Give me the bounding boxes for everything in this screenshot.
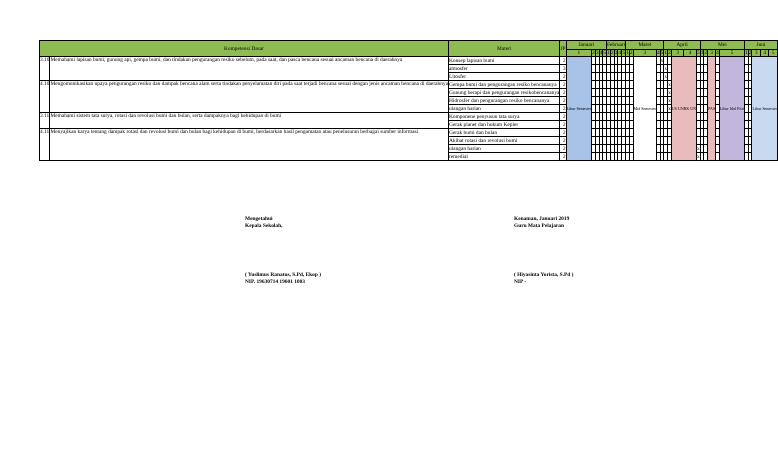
header-month: Mei (700, 41, 744, 50)
jp-cell: 2 (560, 137, 566, 145)
header-kd: Kompetensi Dasar (40, 41, 449, 57)
week-number: 4 (618, 50, 622, 56)
jp-cell: 2 (560, 97, 566, 105)
schedule-cell (748, 97, 752, 105)
materi-cell: Litosfer (448, 73, 559, 81)
materi-cell: Akibat rotasi dan revolusi bumi (448, 137, 559, 145)
schedule-cell (668, 129, 672, 137)
header-month: Juni (745, 41, 778, 50)
header-month: Januari (566, 41, 606, 50)
week-number: 4 (656, 50, 660, 56)
schedule-cell (629, 65, 633, 73)
materi-cell: Gerak bumi dan bulan (448, 129, 559, 137)
prota-table (39, 40, 778, 161)
sig-right-name: ( Hiyasinta Yorista, S.Pd ) (514, 272, 574, 278)
schedule-cell (629, 105, 633, 113)
schedule-cell (704, 137, 708, 145)
schedule-cell (704, 145, 708, 153)
week-number: 3 (708, 50, 716, 57)
header-jp: JP (560, 41, 566, 57)
schedule-cell (668, 65, 672, 73)
schedule-cell (629, 129, 633, 137)
schedule-cell (629, 121, 633, 129)
signature-left (245, 216, 321, 286)
schedule-cell (668, 73, 672, 81)
week-number: 5 (660, 50, 664, 56)
week-number: 3 (752, 50, 761, 57)
week-number: 3 (633, 50, 656, 57)
schedule-cell (704, 153, 708, 161)
schedule-cell (716, 153, 720, 161)
schedule-cell (716, 137, 720, 145)
schedule-cell (748, 145, 752, 153)
schedule-cell: x (668, 105, 671, 112)
week-number: 2 (610, 50, 614, 56)
week-number: 3 (595, 50, 599, 56)
sig-left-label: Mengetahui (245, 216, 273, 222)
table-row (40, 129, 778, 137)
header-month: Maret (626, 41, 664, 50)
vertical-label: Libur Idul Fitri (719, 57, 744, 161)
sig-left-role: Kepala Sekolah, (245, 223, 283, 229)
kd-description: Mengomunikasikan upaya pengurangan resiko dan dampak bencana alam serta tindakan penyelamatan diri pada saat terjadi bencana sesuai dengan jenis ancaman bencana di daerahnya (50, 81, 449, 113)
schedule-cell: x (668, 81, 671, 88)
schedule-cell (704, 121, 708, 129)
kd-code: 4.11 (40, 129, 50, 161)
sig-left-nip: NIP. 19630714 19601 1003 (245, 279, 305, 285)
materi-cell: Konsep lapisan bumi (448, 57, 559, 65)
schedule-cell (704, 65, 708, 73)
header-month: April (664, 41, 700, 50)
schedule-cell (748, 113, 752, 121)
kd-description: Menyajikan karya tentang dampak rotasi dan revolusi bumi dan bulan bagi kehidupan di bumi, berdasarkan hasil pengamatan atau penelusuran berbagai sumber informasi (50, 129, 449, 161)
schedule-cell (668, 121, 672, 129)
vertical-label: US UNBK UN (671, 57, 696, 161)
week-number: 4 (760, 50, 769, 57)
schedule-cell (716, 73, 720, 81)
jp-cell: 2 (560, 145, 566, 153)
week-number: 1 (700, 50, 704, 56)
kd-code: 3.10 (40, 57, 50, 81)
sig-right-nip: NIP - (514, 279, 527, 285)
materi-cell: ulangan harian (448, 145, 559, 153)
week-number: 4 (599, 50, 603, 56)
schedule-cell: x (668, 97, 671, 104)
schedule-cell (716, 89, 720, 97)
schedule-cell (629, 81, 633, 89)
schedule-cell (629, 89, 633, 97)
jp-cell: 2 (560, 73, 566, 81)
schedule-cell (748, 105, 752, 113)
materi-cell: ulangan harian (448, 105, 559, 113)
schedule-cell (748, 153, 752, 161)
table-row (40, 57, 778, 65)
kd-description: Memahami sistem tata surya, rotasi dan revolusi bumi dan bulan, serta dampaknya bagi kehidupan di bumi (50, 113, 449, 129)
schedule-cell (748, 81, 752, 89)
materi-cell: Gerak planet dan hukum Kepler (448, 121, 559, 129)
jp-cell: 2 (560, 81, 566, 89)
schedule-cell: x (660, 57, 664, 64)
materi-cell: Komponene penyusun tata surya (448, 113, 559, 121)
materi-cell: remedial (448, 153, 559, 161)
week-number: 5 (622, 50, 626, 56)
kd-description: Memahami lapisan bumi, gunung api, gempa bumi, dan tindakan pengurangan resiko sebelum, pada saat, dan pasca bencana sesuai ancaman bencana di daerahnya (50, 57, 449, 81)
schedule-cell (704, 97, 708, 105)
vertical-label: Libur Semester (566, 57, 592, 161)
schedule-cell: x (668, 89, 671, 96)
week-number: 2 (668, 50, 671, 56)
schedule-cell (748, 89, 752, 97)
materi-cell: Hidrosfer dan pengurangan resiko bencananya (448, 97, 559, 105)
schedule-cell (716, 97, 720, 105)
jp-cell: 2 (560, 89, 566, 97)
week-number: 2 (748, 50, 752, 56)
schedule-cell (748, 129, 752, 137)
jp-cell: 3 (560, 65, 566, 73)
schedule-cell (748, 137, 752, 145)
schedule-cell (629, 97, 633, 105)
schedule-cell: x (664, 73, 668, 80)
schedule-cell (716, 81, 720, 89)
week-number: 1 (566, 50, 592, 57)
kd-code: 4.10 (40, 81, 50, 113)
schedule-cell (748, 73, 752, 81)
week-number: 3 (614, 50, 618, 56)
week-number: 2 (592, 50, 595, 56)
schedule-cell (704, 129, 708, 137)
schedule-cell (748, 121, 752, 129)
kd-code: 3.11 (40, 113, 50, 129)
week-number: 1 (745, 50, 748, 56)
week-number: 5 (769, 50, 778, 57)
jp-cell: 2 (560, 129, 566, 137)
jp-cell: 2 (560, 105, 566, 113)
header-materi: Materi (448, 41, 559, 57)
schedule-cell (629, 137, 633, 145)
materi-cell: atmosfer (448, 65, 559, 73)
jp-cell: 2 (560, 57, 566, 65)
materi-cell: Gunung berapi dan pengurangan resikobencananya (448, 89, 560, 96)
week-number: 2 (629, 50, 633, 56)
schedule-cell: x (697, 145, 700, 152)
week-number: 4 (684, 50, 697, 57)
schedule-cell (704, 89, 708, 97)
jp-cell: 2 (560, 121, 566, 129)
schedule-cell (748, 65, 752, 73)
week-number: 5 (603, 50, 606, 56)
schedule-cell (716, 105, 720, 113)
sig-right-role: Guru Mata Pelajaran (514, 223, 565, 229)
schedule-cell (629, 73, 633, 81)
schedule-cell (716, 145, 720, 153)
schedule-cell (704, 113, 708, 121)
schedule-cell (704, 81, 708, 89)
schedule-cell (629, 153, 633, 161)
week-number: 1 (664, 50, 668, 56)
table-row (40, 81, 778, 89)
schedule-cell (704, 105, 708, 113)
week-number: 4 (716, 50, 719, 56)
week-number: 5 (719, 50, 744, 57)
jp-cell: 2 (560, 113, 566, 121)
schedule-cell: x (664, 65, 668, 72)
schedule-cell (629, 113, 633, 121)
week-number: 5 (697, 50, 700, 56)
week-number: 3 (671, 50, 684, 57)
schedule-cell (668, 113, 672, 121)
schedule-cell (668, 145, 672, 153)
schedule-cell (668, 137, 672, 145)
jp-cell: 2 (560, 153, 566, 161)
week-number: 1 (607, 50, 610, 56)
schedule-cell: x (697, 153, 700, 160)
vertical-label: PAS (708, 57, 716, 161)
sig-right-place-date: Kenaman, Januari 2019 (514, 216, 570, 222)
schedule-cell (716, 113, 720, 121)
materi-cell: Gempa bumi dan pengurangan resiko bencananya (448, 81, 559, 89)
week-number: 1 (626, 50, 629, 56)
schedule-cell (716, 121, 720, 129)
signature-right (514, 216, 573, 286)
schedule-cell (629, 145, 633, 153)
schedule-cell (716, 65, 720, 73)
vertical-label: Libur Semester (752, 57, 778, 161)
sig-left-name: ( Yuslimus Ranatus, S.Pd, Ekop ) (245, 272, 321, 278)
table-row (40, 113, 778, 121)
week-number: 2 (704, 50, 708, 56)
header-month: Februari (606, 42, 626, 48)
schedule-cell (716, 129, 720, 137)
vertical-label: Mid Semester (633, 57, 656, 161)
schedule-cell (704, 73, 708, 81)
schedule-cell (668, 153, 672, 161)
